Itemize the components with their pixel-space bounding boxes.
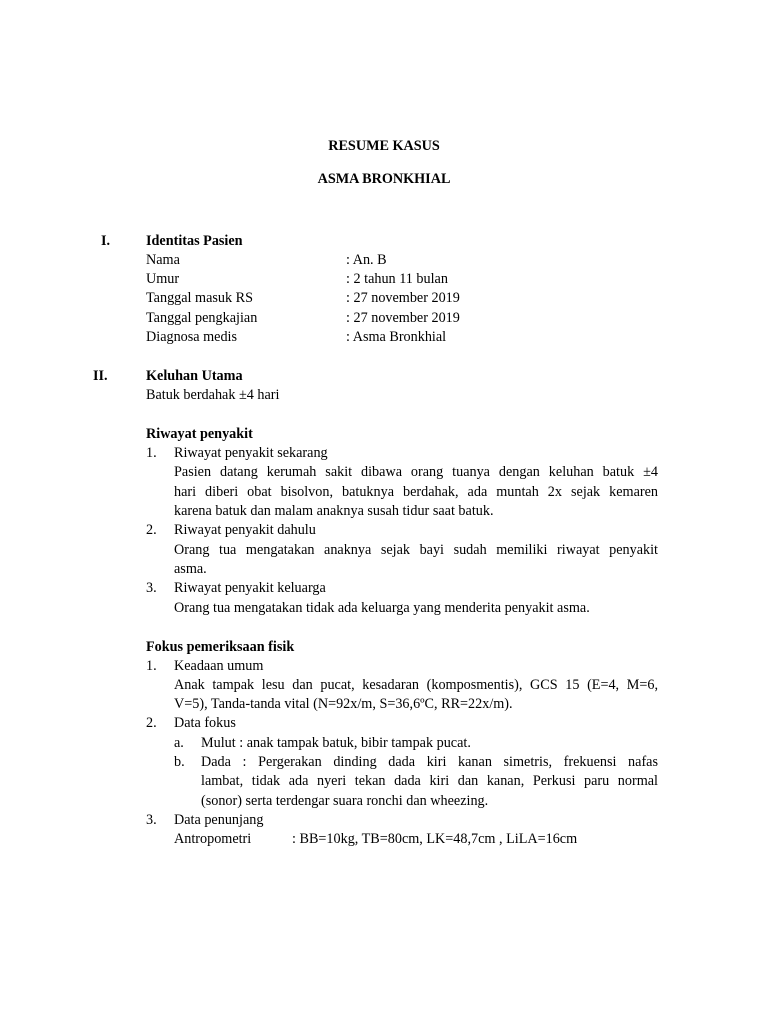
- section-heading: Keluhan Utama: [146, 368, 243, 384]
- list-number: 3.: [146, 580, 157, 596]
- document-subtitle: ASMA BRONKHIAL: [317, 171, 451, 187]
- section-number: I.: [101, 233, 111, 249]
- list-number: 3.: [146, 812, 157, 828]
- field-value: : 2 tahun 11 bulan: [346, 271, 448, 287]
- paragraph-line: asma.: [174, 561, 207, 577]
- field-value: : 27 november 2019: [346, 310, 460, 326]
- field-value: : BB=10kg, TB=80cm, LK=48,7cm , LiLA=16cm: [292, 831, 578, 847]
- list-item-title: Keadaan umum: [174, 658, 264, 674]
- paragraph: Batuk berdahak ±4 hari: [146, 387, 280, 403]
- sub-list-line: (sonor) serta terdengar suara ronchi dan wheezing.: [201, 793, 489, 809]
- list-number: 1.: [146, 445, 157, 461]
- paragraph-line: hari diberi obat bisolvon, batuknya berdahak, ada muntah 2x sejak kemaren: [174, 484, 658, 500]
- sub-list-text: Mulut : anak tampak batuk, bibir tampak pucat.: [201, 735, 471, 751]
- field-label: Umur: [146, 271, 180, 287]
- field-label: Tanggal masuk RS: [146, 290, 253, 306]
- paragraph-line: karena batuk dan malam anaknya susah tidur saat batuk.: [174, 503, 494, 519]
- list-number: 1.: [146, 658, 157, 674]
- field-label: Diagnosa medis: [146, 329, 238, 345]
- field-value: : Asma Bronkhial: [346, 329, 447, 345]
- list-item-title: Data penunjang: [174, 812, 264, 828]
- list-item-title: Riwayat penyakit dahulu: [174, 522, 316, 538]
- paragraph-line: V=5), Tanda-tanda vital (N=92x/m, S=36,6ºC, RR=22x/m).: [174, 696, 513, 712]
- document-title: RESUME KASUS: [328, 138, 440, 154]
- subsection-heading: Riwayat penyakit: [146, 426, 253, 442]
- list-item-title: Data fokus: [174, 715, 236, 731]
- list-number: 2.: [146, 522, 157, 538]
- paragraph-line: Orang tua mengatakan anaknya sejak bayi sudah memiliki riwayat penyakit: [174, 542, 658, 558]
- paragraph-line: Orang tua mengatakan tidak ada keluarga yang menderita penyakit asma.: [174, 600, 590, 616]
- field-value: : An. B: [346, 252, 387, 268]
- section-heading: Identitas Pasien: [146, 233, 243, 249]
- list-item-title: Riwayat penyakit sekarang: [174, 445, 328, 461]
- paragraph-line: Pasien datang kerumah sakit dibawa orang tuanya dengan keluhan batuk ±4: [174, 464, 658, 480]
- sub-list-letter: a.: [174, 735, 184, 751]
- paragraph-line: Anak tampak lesu dan pucat, kesadaran (komposmentis), GCS 15 (E=4, M=6,: [174, 677, 658, 693]
- sub-list-line: Dada : Pergerakan dinding dada kiri kanan simetris, frekuensi nafas: [201, 754, 658, 770]
- section-number: II.: [93, 368, 108, 384]
- field-value: : 27 november 2019: [346, 290, 460, 306]
- subsection-heading: Fokus pemeriksaan fisik: [146, 639, 295, 655]
- field-label: Antropometri: [174, 831, 252, 847]
- sub-list-letter: b.: [174, 754, 185, 770]
- list-number: 2.: [146, 715, 157, 731]
- field-label: Tanggal pengkajian: [146, 310, 258, 326]
- field-label: Nama: [146, 252, 180, 268]
- sub-list-line: lambat, tidak ada nyeri tekan dada kiri dan kanan, Perkusi paru normal: [201, 773, 658, 789]
- list-item-title: Riwayat penyakit keluarga: [174, 580, 326, 596]
